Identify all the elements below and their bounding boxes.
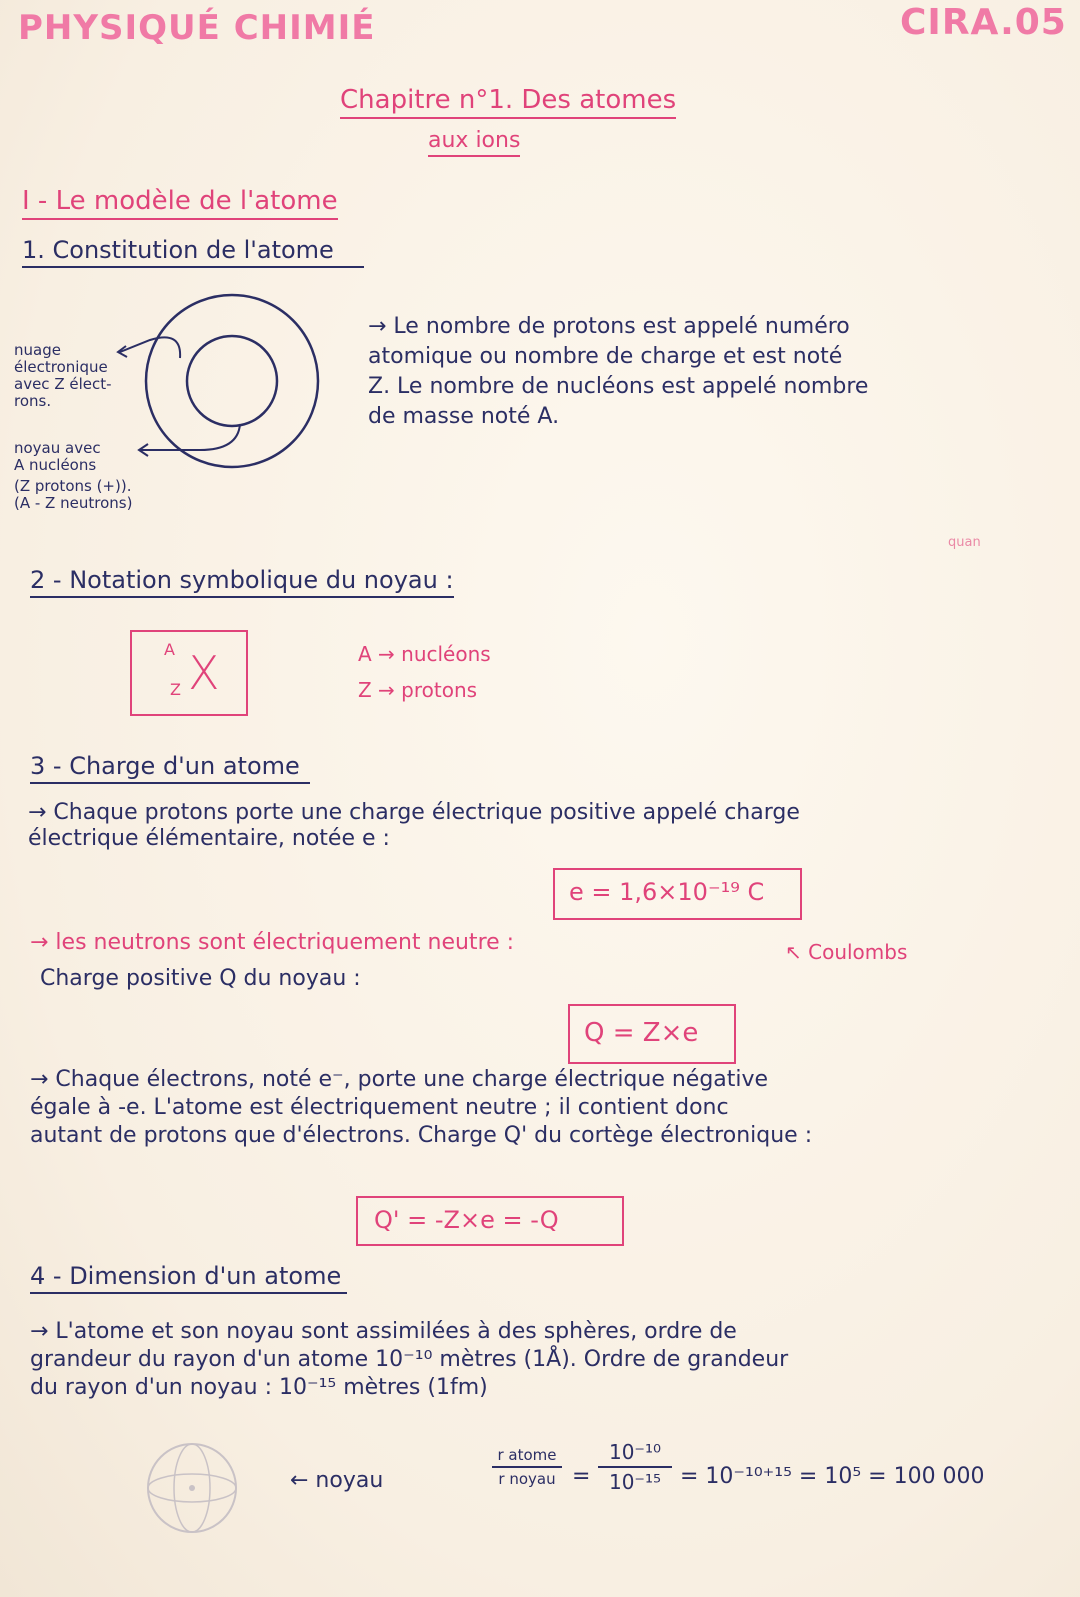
coulombs-note: ↖ Coulombs <box>785 940 908 964</box>
nucleus-charge-text: Charge positive Q du noyau : <box>40 966 361 991</box>
section-4-title: 4 - Dimension d'un atome <box>30 1262 347 1294</box>
formula-Qprime-box <box>356 1196 624 1246</box>
section-2-title: 2 - Notation symbolique du noyau : <box>30 566 454 598</box>
ratio-result: = 10⁻¹⁰⁺¹⁵ = 10⁵ = 100 000 <box>680 1464 985 1489</box>
formula-e-box <box>553 868 802 920</box>
formula-Q: Q = Z×e <box>584 1018 699 1048</box>
section-3-title: 3 - Charge d'un atome <box>30 752 310 784</box>
symbol-A: A <box>164 640 175 659</box>
symbol-Z: Z <box>170 680 181 699</box>
electron-charge-text: → Chaque électrons, noté e⁻, porte une charge électrique négative égale à -e. L'atome est électriquement neutre ; il contient donc autant de protons que d'électrons. Charge Q' du cortège électronique : <box>30 1067 813 1148</box>
nucleus-circle <box>187 336 277 426</box>
dimension-text: → L'atome et son noyau sont assimilées à des sphères, ordre de grandeur du rayon d'un atome 10⁻¹⁰ mètres (1Å). Ordre de grandeur du rayon d'un noyau : 10⁻¹⁵ mètres (1fm) <box>30 1319 789 1400</box>
ratio-power-fraction: 10⁻¹⁰ 10⁻¹⁵ <box>598 1440 672 1494</box>
ratio-equals: = <box>572 1464 591 1489</box>
formula-e: e = 1,6×10⁻¹⁹ C <box>569 878 765 906</box>
formula-Q-box <box>568 1004 736 1064</box>
section-1-title: I - Le modèle de l'atome <box>22 186 338 220</box>
nucleus-symbol-box <box>130 630 248 716</box>
atom-diagram <box>0 290 360 560</box>
formula-Qprime: Q' = -Z×e = -Q <box>374 1206 559 1234</box>
symbol-X: X <box>188 646 220 700</box>
proton-charge-text: → Chaque protons porte une charge électrique positive appelé charge électrique élémentaire, notée e : <box>28 800 800 851</box>
cloud-label: nuage électronique avec Z élect- rons. <box>14 341 112 410</box>
subject-title: PHYSIQUÉ CHIMIÉ <box>18 8 376 48</box>
nucleus-arrow <box>140 424 240 450</box>
chapter-title-line1: Chapitre n°1. Des atomes <box>340 85 676 119</box>
section-1-1-title: 1. Constitution de l'atome <box>22 236 364 268</box>
chapter-title-line2: aux ions <box>428 128 520 157</box>
nucleus-label: noyau avec A nucléons (Z protons (+)). (A - Z neutrons) <box>14 439 133 512</box>
atom-sphere-sketch <box>140 1434 250 1544</box>
nucleus-arrow-label: ← noyau <box>290 1468 384 1493</box>
neutron-text: → les neutrons sont électriquement neutre : <box>30 930 515 955</box>
atom-description: → Le nombre de protons est appelé numéro atomique ou nombre de charge et est noté Z. Le nombre de nucléons est appelé nombre de masse noté A. <box>368 314 869 429</box>
class-code: CIRA.05 <box>900 2 1067 43</box>
ratio-radius-fraction: r atome r noyau <box>492 1446 562 1488</box>
symbol-legend: A → nucléons Z → protons <box>358 642 491 702</box>
stray-note: quan <box>948 535 981 550</box>
